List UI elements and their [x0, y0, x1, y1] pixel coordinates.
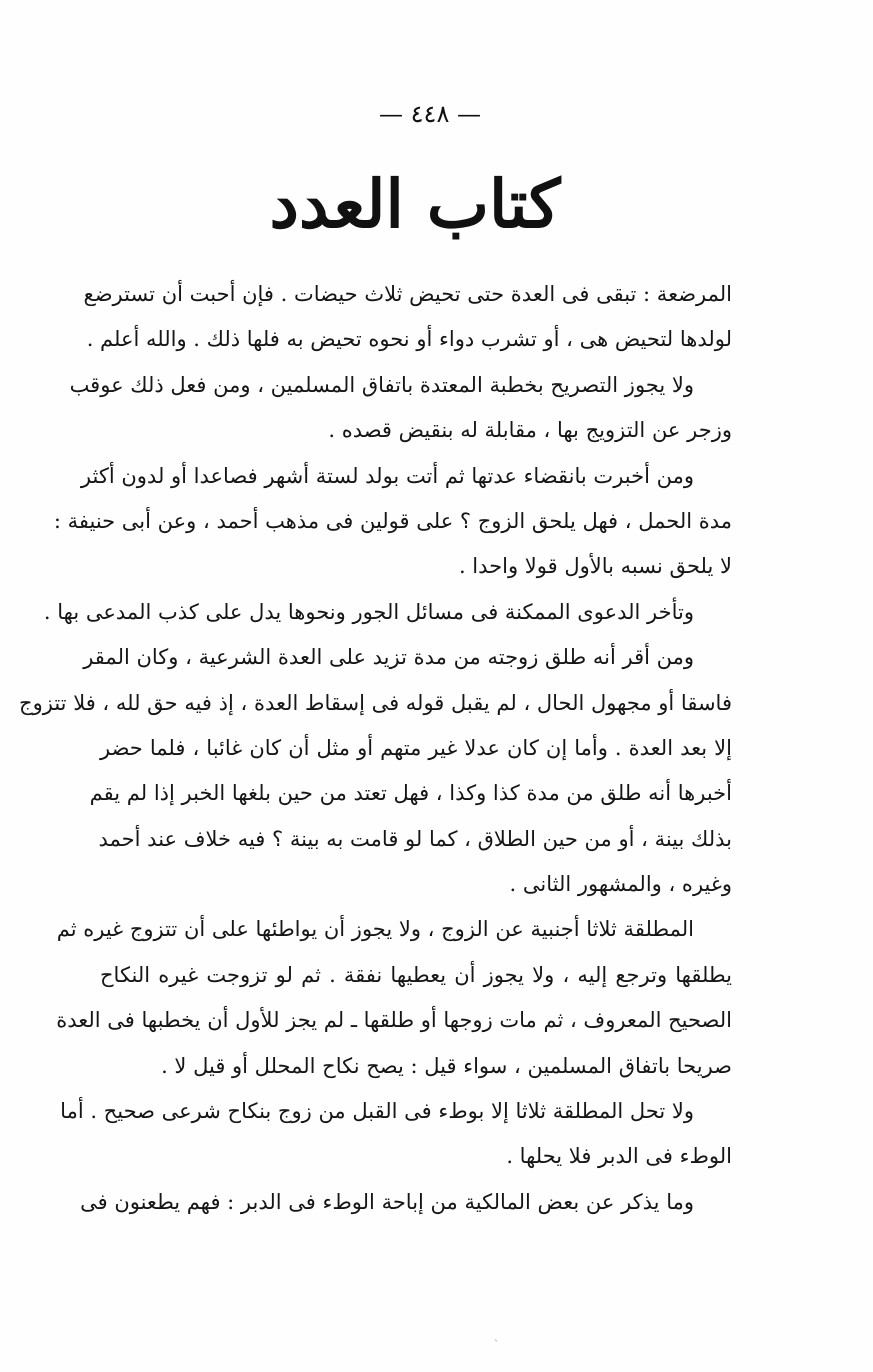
- text-line: إلا بعد العدة . وأما إن كان عدلا غير متهم أو مثل أن كان غائبا ، فلما حضر: [100, 735, 732, 760]
- text-line: وتأخر الدعوى الممكنة فى مسائل الجور ونحوها يدل على كذب المدعى بها .: [43, 599, 694, 624]
- text-line: ولا يجوز التصريح بخطبة المعتدة باتفاق المسلمين ، ومن فعل ذلك عوقب: [69, 372, 694, 397]
- text-line: المطلقة ثلاثا أجنبية عن الزوج ، ولا يجوز أن يواطئها على أن تتزوج غيره ثم: [56, 917, 694, 942]
- text-line: وغيره ، والمشهور الثانى .: [509, 872, 732, 897]
- text-line: أخبرها أنه طلق من مدة كذا وكذا ، فهل تعتد من حين بلغها الخبر إذا لم يقم: [89, 781, 732, 806]
- text-line: الوطء فى الدبر فلا يحلها .: [506, 1144, 732, 1169]
- text-line: الصحيح المعروف ، ثم مات زوجها أو طلقها ـ لم يجز للأول أن يخطبها فى العدة: [56, 1008, 732, 1033]
- text-line: وما يذكر عن بعض المالكية من إباحة الوطء فى الدبر : فهم يطعنون فى: [80, 1189, 694, 1214]
- text-line: المرضعة : تبقى فى العدة حتى تحيض ثلاث حيضات . فإن أحبت أن تسترضع: [83, 282, 732, 306]
- text-line: ومن أقر أنه طلق زوجته من مدة تزيد على العدة الشرعية ، وكان المقر: [83, 645, 694, 670]
- text-line: صريحا باتفاق المسلمين ، سواء قيل : يصح نكاح المحلل أو قيل لا .: [161, 1053, 732, 1078]
- scan-speck: ˎ: [494, 1328, 498, 1342]
- body-text: [19, 272, 732, 1225]
- text-line: بذلك بينة ، أو من حين الطلاق ، كما لو قامت به بينة ؟ فيه خلاف عند أحمد: [98, 826, 732, 851]
- text-line: مدة الحمل ، فهل يلحق الزوج ؟ على قولين فى مذهب أحمد ، وعن أبى حنيفة :: [53, 508, 732, 533]
- page-number: — ٤٤٨ —: [379, 100, 481, 128]
- chapter-title: كتاب العدد: [269, 165, 561, 243]
- text-line: لولدها لتحيض هى ، أو تشرب دواء أو نحوه تحيض به فلها ذلك . والله أعلم .: [86, 327, 732, 352]
- text-line: ومن أخبرت بانقضاء عدتها ثم أتت بولد لستة أشهر فصاعدا أو لدون أكثر: [80, 463, 694, 488]
- text-line: لا يلحق نسبه بالأول قولا واحدا .: [458, 554, 732, 579]
- text-line: ولا تحل المطلقة ثلاثا إلا بوطء فى القبل من زوج بنكاح شرعى صحيح . أما: [60, 1099, 694, 1124]
- text-line: فاسقا أو مجهول الحال ، لم يقبل قوله فى إسقاط العدة ، إذ فيه حق لله ، فلا تتزوج: [19, 690, 732, 715]
- text-line: وزجر عن التزويج بها ، مقابلة له بنقيض قصده .: [328, 418, 732, 443]
- text-line: يطلقها وترجع إليه ، ولا يجوز أن يعطيها نفقة . ثم لو تزوجت غيره النكاح: [100, 962, 732, 987]
